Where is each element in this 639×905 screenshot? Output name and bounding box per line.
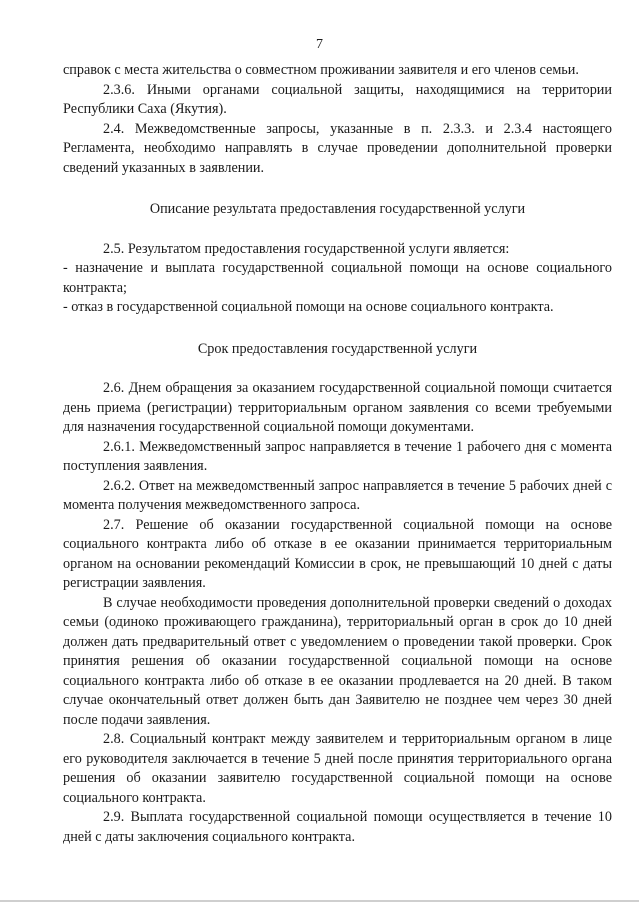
paragraph: 2.8. Социальный контракт между заявителем и территориальным органом в лице его руководителя заключается в течение 5 дней после принятия территориального органа решения об оказании заявителю государственной социальной помощи на основе социального контракта.: [63, 731, 612, 806]
paragraph: 2.7. Решение об оказании государственной социальной помощи на основе социального контракта либо об отказе в ее оказании принимается территориальным органом на основании рекомендаций Комиссии в срок, не превышающий 10 дней с даты регистрации заявления.: [63, 516, 612, 591]
document-body: [63, 61, 612, 847]
list-item: - отказ в государственной социальной помощи на основе социального контракта.: [63, 299, 554, 315]
paragraph: 2.3.6. Иными органами социальной защиты, находящимися на территории Республики Саха (Якутия).: [63, 81, 612, 117]
paragraph: В случае необходимости проведения дополнительной проверки сведений о доходах семьи (одиноко проживающего гражданина), территориальный орган в срок до 10 дней должен дать предварительный ответ с уведомлением о проведении такой проверки. Срок принятия решения об оказании государственной социальной помощи на основе социального контракта либо об отказе в ее оказании продлевается на 20 дней. В таком случае окончательный ответ должен быть дан Заявителю не позднее чем через 30 дней после подачи заявления.: [63, 594, 612, 728]
paragraph: 2.4. Межведомственные запросы, указанные в п. 2.3.3. и 2.3.4 настоящего Регламента, необходимо направлять в случае проведении дополнительной проверки сведений указанных в заявлении.: [63, 120, 612, 176]
page-number: 7: [316, 37, 323, 52]
paragraph: 2.6.2. Ответ на межведомственный запрос направляется в течение 5 рабочих дней с момента получения межведомственного запроса.: [63, 477, 612, 513]
paragraph: 2.9. Выплата государственной социальной помощи осуществляется в течение 10 дней с даты заключения социального контракта.: [63, 809, 612, 845]
section-heading-term: Срок предоставления государственной услуги: [197, 340, 478, 357]
list-item: - назначение и выплата государственной социальной помощи на основе социального контракта;: [63, 260, 612, 296]
paragraph: 2.5. Результатом предоставления государственной услуги является:: [103, 240, 510, 257]
paragraph: справок с места жительства о совместном проживании заявителя и его членов семьи.: [63, 62, 579, 78]
section-heading-result: Описание результата предоставления государственной услуги: [149, 201, 526, 217]
paragraph: 2.6.1. Межведомственный запрос направляется в течение 1 рабочего дня с момента поступления заявления.: [63, 438, 612, 474]
paragraph: 2.6. Днем обращения за оказанием государственной социальной помощи считается день приема (регистрации) территориальным органом заявления со всеми требуемыми для назначения государственной социальной помощи документами.: [63, 380, 612, 435]
scan-edge-divider: [0, 900, 639, 902]
